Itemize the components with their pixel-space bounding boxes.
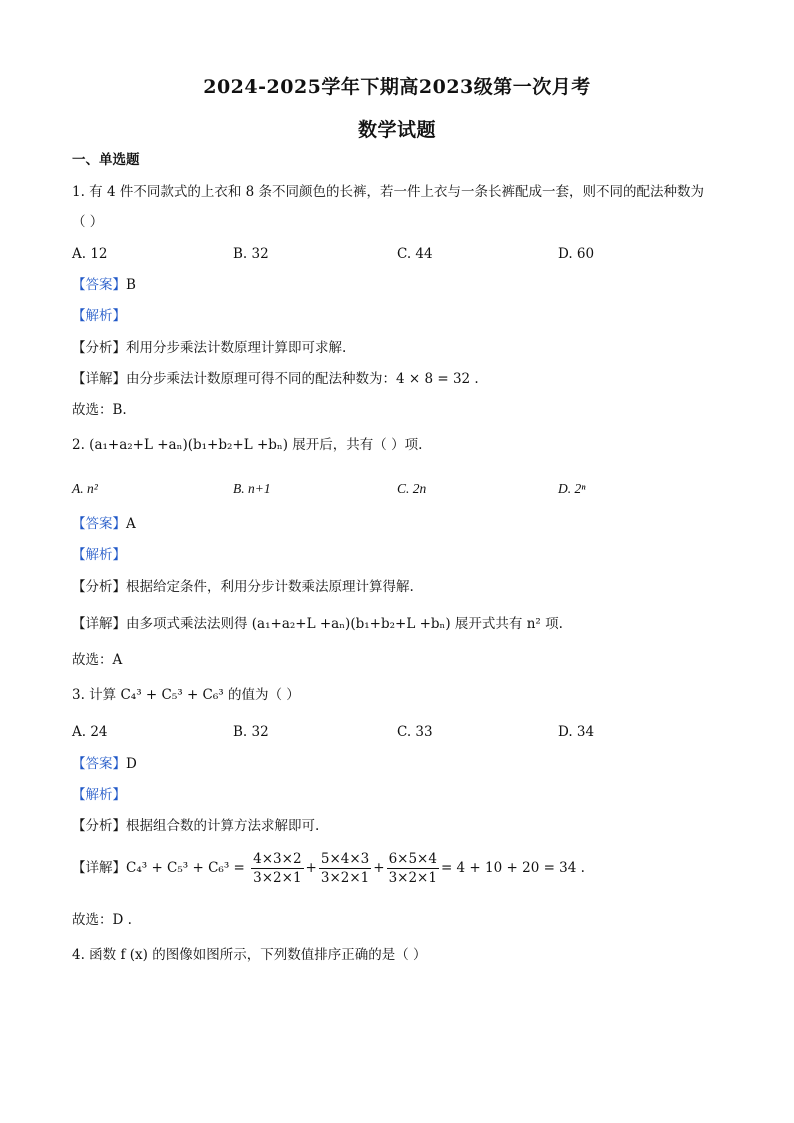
q3-option-d: D. 34: [558, 724, 595, 740]
q3-answer: D: [126, 756, 137, 772]
q3-option-a: A. 24: [72, 724, 108, 740]
q3-fenxi-row: [72, 816, 319, 836]
analysis-label: 【解析】: [72, 787, 126, 803]
fraction-3-denominator: 3×2×1: [388, 870, 437, 886]
answer-label: 【答案】: [72, 277, 126, 293]
q2-xiangjie-row: [72, 614, 563, 634]
fraction-1-numerator: 4×3×2: [253, 851, 302, 867]
q3-option-b: B. 32: [233, 724, 269, 740]
fraction-2-numerator: 5×4×3: [320, 851, 370, 867]
q3-xiangjie-lhs: C₄³ + C₅³ + C₆³ =: [126, 860, 245, 876]
q4-stem: 4. 函数 f (x) 的图像如图所示，下列数值排序正确的是（ ）: [72, 947, 427, 963]
q3-xiangjie-rhs: = 4 + 10 + 20 = 34 .: [440, 860, 585, 876]
fraction-2-denominator: 3×2×1: [320, 870, 370, 886]
q2-option-b: B. n+1: [233, 481, 271, 496]
q3-xiangjie-row: 【详解】C₄³ + C₅³ + C₆³ = $\frac{4\times 3\times 2}{3\times 2\times 1}$ + $\frac{5\times 4\times 3}{3\times 2\times 1}$ + $\frac{6\times 5\times 4}{3\times 2\times 1}$ = 4 + 10 + 20 = 34 .: [72, 851, 585, 886]
q1-answer-row: [72, 275, 136, 295]
q3-option-c: C. 33: [397, 724, 433, 740]
q3-fenxi: 根据组合数的计算方法求解即可.: [126, 818, 320, 834]
q3-stem: 3. 计算 C₄³ + C₅³ + C₆³ 的值为（ ）: [72, 687, 300, 703]
answer-label: 【答案】: [72, 516, 126, 532]
q2-answer: A: [126, 516, 136, 532]
exam-subtitle: 数学试题: [357, 119, 436, 141]
fraction-1-denominator: 3×2×1: [253, 870, 302, 886]
q3-answer-row: [72, 754, 137, 774]
q3-conclusion: 故选：D .: [72, 912, 132, 928]
xiangjie-label: 【详解】: [72, 616, 126, 632]
q1-option-c: C. 44: [397, 246, 433, 262]
q1-option-a: A. 12: [72, 246, 108, 262]
q2-stem: 2. (a₁+a₂+L +aₙ)(b₁+b₂+L +bₙ) 展开后，共有（ ）项.: [72, 437, 423, 453]
q2-fenxi-row: [72, 577, 414, 597]
q3-analysis-label: [72, 785, 126, 805]
fraction-3-numerator: 6×5×4: [388, 851, 437, 867]
fenxi-label: 【分析】: [72, 818, 126, 834]
analysis-label: 【解析】: [72, 308, 126, 324]
fenxi-label: 【分析】: [72, 340, 126, 356]
q1-option-b: B. 32: [233, 246, 269, 262]
q1-answer: B: [126, 277, 136, 293]
q2-fenxi: 根据给定条件，利用分步计数乘法原理计算得解.: [126, 579, 414, 595]
q1-stem-line1: 1. 有 4 件不同款式的上衣和 8 条不同颜色的长裤，若一件上衣与一条长裤配成一套，则不同的配法种数为: [72, 184, 705, 200]
fraction-3: [387, 850, 439, 887]
analysis-label: 【解析】: [72, 547, 126, 563]
xiangjie-label: 【详解】: [72, 860, 126, 876]
fraction-2: [319, 850, 371, 887]
fraction-1: [251, 850, 303, 887]
q1-conclusion: 故选：B.: [72, 402, 127, 418]
q2-analysis-label: [72, 545, 126, 565]
xiangjie-label: 【详解】: [72, 371, 126, 387]
q2-option-a: A. n²: [72, 481, 98, 496]
q1-option-d: D. 60: [558, 246, 595, 262]
q2-answer-row: [72, 514, 136, 534]
q1-xiangjie: 由分步乘法计数原理可得不同的配法种数为：4 × 8 = 32 .: [126, 371, 479, 387]
q1-fenxi-row: [72, 338, 346, 358]
q1-analysis-label: [72, 306, 126, 326]
q1-xiangjie-row: [72, 369, 479, 389]
exam-title: 2024-2025学年下期高2023级第一次月考: [203, 76, 591, 98]
q2-conclusion: 故选：A: [72, 652, 123, 668]
q2-option-c: C. 2n: [397, 481, 427, 496]
answer-label: 【答案】: [72, 756, 126, 772]
q1-fenxi: 利用分步乘法计数原理计算即可求解.: [126, 340, 347, 356]
q1-stem-line2: （ ）: [72, 214, 104, 230]
q2-option-d: D. 2ⁿ: [558, 481, 586, 496]
fenxi-label: 【分析】: [72, 579, 126, 595]
section-heading: 一、单选题: [72, 152, 140, 168]
q2-xiangjie: 由多项式乘法法则得 (a₁+a₂+L +aₙ)(b₁+b₂+L +bₙ) 展开式共有 n² 项.: [126, 616, 563, 632]
